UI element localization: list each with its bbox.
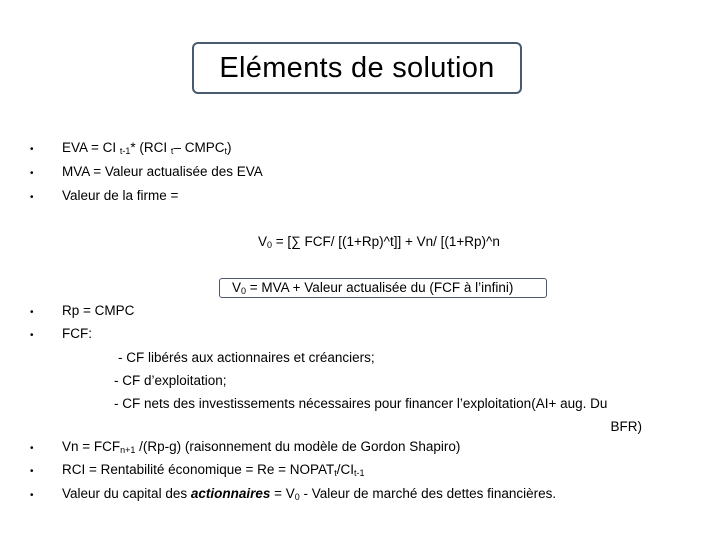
bullet-icon: • xyxy=(30,144,34,155)
fcf-label: FCF: xyxy=(62,326,92,341)
bullet-icon: • xyxy=(30,330,34,341)
rp-line: Rp = CMPC xyxy=(62,303,135,318)
mva-line: MVA = Valeur actualisée des EVA xyxy=(62,164,263,179)
fcf-item: - CF libérés aux actionnaires et créanciers; xyxy=(118,350,375,365)
eva-line: EVA = CI $_{t-1}$* (RCI $_t$– $CMPC_t$) xyxy=(62,140,232,156)
bullet-icon: • xyxy=(30,490,34,501)
slide-title: Eléments de solution xyxy=(192,42,522,94)
bullet-icon: • xyxy=(30,466,34,477)
formula-v0-dcf: $V_0$ = [∑ FCF/ [(1+Rp)^t]] + Vn/ [(1+Rp)^n xyxy=(258,234,500,250)
vn-line: $Vn = FCF_{n+1}$ /(Rp-g) (raisonnement du modèle de Gordon Shapiro) xyxy=(62,439,461,455)
firm-value-line: Valeur de la firme = xyxy=(62,188,179,203)
bullet-icon: • xyxy=(30,443,34,454)
bullet-icon: • xyxy=(30,168,34,179)
rci-line: RCI = Rentabilité économique = $Re = NOPAT_t/CI_{t-1}$ xyxy=(62,462,365,478)
fcf-item-continuation: BFR) xyxy=(610,419,642,434)
bullet-icon: • xyxy=(30,307,34,318)
bullet-icon: • xyxy=(30,192,34,203)
fcf-item: - CF d’exploitation; xyxy=(114,373,227,388)
fcf-item: - CF nets des investissements nécessaires pour financer l’exploitation(AI+ aug. Du xyxy=(114,396,608,411)
formula-v0-mva: $V_0$ = MVA + Valeur actualisée du (FCF à l’infini) xyxy=(219,278,547,298)
equity-value-line: Valeur du capital des actionnaires = $V_0$ - Valeur de marché des dettes financières. xyxy=(62,486,557,502)
